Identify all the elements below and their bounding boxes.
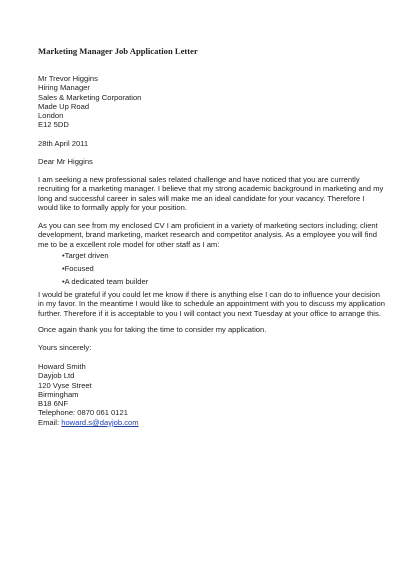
sender-name: Howard Smith (38, 362, 86, 371)
sender-email-row (38, 418, 139, 427)
bullet-item: •Focused (62, 264, 94, 273)
recipient-company: Sales & Marketing Corporation (38, 92, 142, 102)
bullet-item: •Target driven (62, 251, 109, 260)
paragraph-line: As you can see from my enclosed CV I am proficient in a variety of marketing sectors including; client (38, 221, 378, 230)
paragraph-line: long and successful career in sales will make me an ideal candidate for your vacancy. Therefore I (38, 193, 365, 203)
email-link[interactable]: howard.s@dayjob.com (61, 418, 139, 427)
sender-address (38, 362, 128, 418)
paragraph-thanks: Once again thank you for taking the time to consider my application. (38, 325, 267, 334)
email-label: Email: (38, 418, 60, 427)
salutation: Dear Mr Higgins (38, 157, 93, 166)
recipient-name: Mr Trevor Higgins (38, 74, 98, 83)
sender-telephone: Telephone: 0870 061 0121 (38, 408, 128, 418)
letter-title: Marketing Manager Job Application Letter (38, 46, 198, 56)
sender-city: Birmingham (38, 389, 79, 399)
paragraph-followup (38, 290, 385, 318)
paragraph-line: I would be grateful if you could let me know if there is anything else I can do to influence your decision (38, 290, 380, 299)
paragraph-skills (38, 221, 378, 249)
bullet-item: •A dedicated team builder (62, 277, 149, 286)
paragraph-line: I am seeking a new professional sales related challenge and have noticed that you are currently (38, 175, 360, 184)
sender-street: 120 Vyse Street (38, 380, 92, 390)
recipient-postcode: E12 5DD (38, 120, 69, 130)
paragraph-line: me to be a excellent role model for other staff as I am: (38, 239, 220, 249)
closing: Yours sincerely: (38, 343, 92, 352)
paragraph-line: would like to formally apply for your position. (38, 202, 187, 212)
letter-date: 28th April 2011 (38, 139, 89, 148)
paragraph-line: in my favor. In the meantime I would like to schedule an appointment with you to discuss my application (38, 299, 385, 309)
recipient-address (38, 74, 141, 130)
paragraph-intro (38, 175, 383, 212)
paragraph-line: development, brand marketing, market research and competitor analysis. As a employee you will find (38, 230, 377, 240)
sender-postcode: B18 6NF (38, 399, 68, 409)
paragraph-line: recruiting for a marketing manager. I believe that my strong academic background in marketing and my (38, 184, 384, 194)
recipient-street: Made Up Road (38, 101, 90, 111)
recipient-position: Hiring Manager (38, 83, 90, 93)
sender-company: Dayjob Ltd (38, 371, 75, 381)
paragraph-line: further. Therefore if it is acceptable to you I will contact you next Tuesday at your office to arrange this. (38, 308, 381, 318)
recipient-city: London (38, 111, 64, 121)
